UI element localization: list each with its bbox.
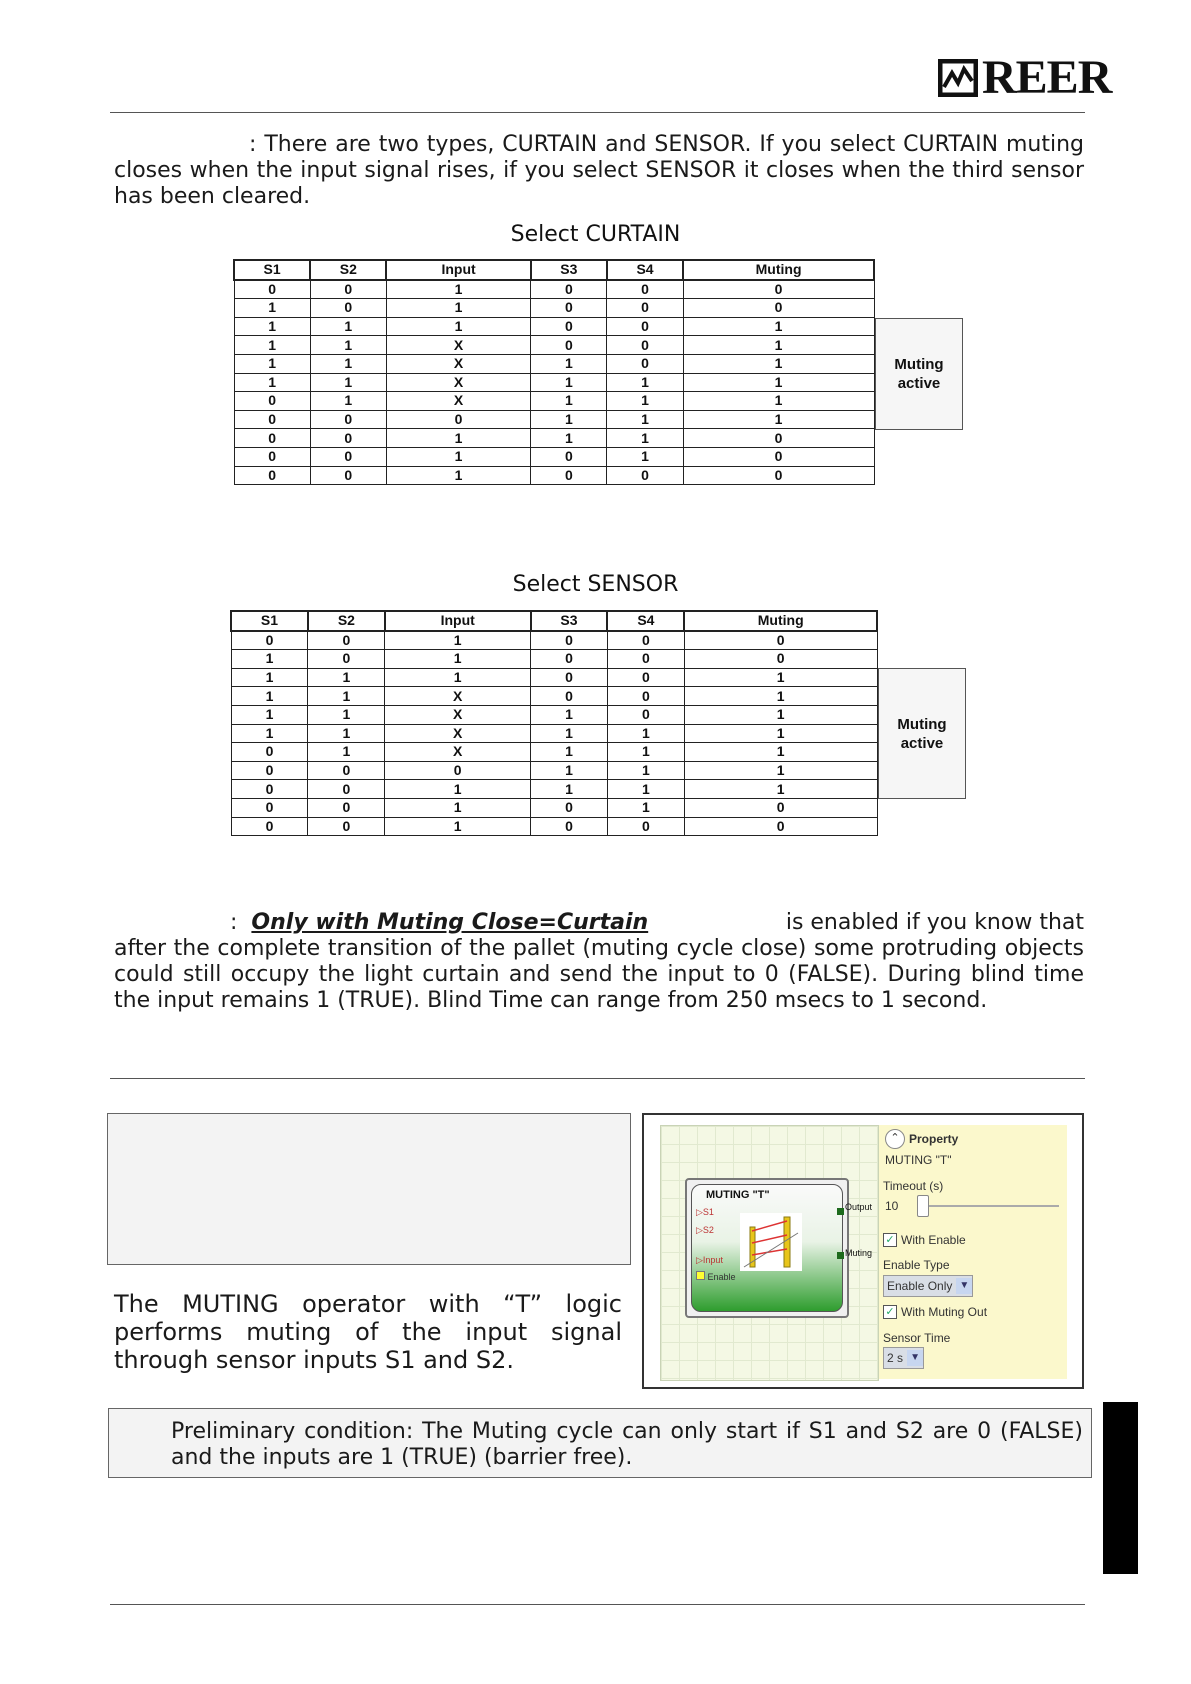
operator-description: The MUTING operator with “T” logic performs muting of the input signal through sensor inputs S1 and S2.	[114, 1290, 622, 1374]
table-cell: 1	[607, 373, 683, 392]
table-cell: 0	[531, 631, 608, 650]
table-cell: 1	[683, 317, 874, 336]
input-input[interactable]: ▷Input	[696, 1255, 723, 1265]
table-cell: 1	[308, 743, 385, 762]
table-row	[231, 724, 877, 743]
active-label: active	[897, 375, 941, 392]
table-cell: 0	[607, 631, 684, 650]
table-cell: 0	[607, 354, 683, 373]
table-cell: 0	[607, 280, 683, 299]
curtain-caption: Select CURTAIN	[510, 222, 681, 247]
output-pin[interactable]	[837, 1208, 844, 1215]
table-cell: 1	[531, 761, 608, 780]
table-cell: 0	[308, 650, 385, 669]
curtain-truth-table	[233, 259, 875, 485]
table-cell: 1	[531, 724, 608, 743]
footer-divider	[110, 1604, 1085, 1605]
table-cell: 0	[308, 780, 385, 799]
table-cell: 1	[231, 668, 308, 687]
sensor-truth-table	[230, 610, 878, 836]
chevron-down-icon: ▼	[907, 1350, 923, 1366]
table-row	[231, 817, 877, 836]
table-cell: 0	[231, 743, 308, 762]
table-row	[231, 798, 877, 817]
table-cell: 0	[531, 668, 608, 687]
table-cell: 0	[531, 798, 608, 817]
table-cell: 1	[308, 724, 385, 743]
table-cell: 0	[234, 392, 310, 411]
table-cell: 1	[231, 724, 308, 743]
input-s2[interactable]: ▷S2	[696, 1225, 714, 1235]
muting-label: Muting	[894, 356, 944, 373]
column-header: Input	[385, 611, 531, 631]
table-cell: 1	[683, 354, 874, 373]
table-cell: 0	[607, 687, 684, 706]
table-cell: 1	[310, 392, 386, 411]
table-cell: 1	[310, 336, 386, 355]
table-cell: 1	[607, 761, 684, 780]
table-cell: 1	[386, 317, 530, 336]
table-row	[234, 447, 874, 466]
table-cell: 1	[385, 817, 531, 836]
table-row	[234, 354, 874, 373]
table-cell: 1	[684, 724, 877, 743]
table-cell: 1	[531, 705, 608, 724]
with-enable-label: With Enable	[901, 1233, 966, 1247]
table-cell: 1	[684, 743, 877, 762]
table-cell: X	[385, 687, 531, 706]
table-cell: 1	[386, 299, 530, 318]
preliminary-condition-box	[108, 1408, 1092, 1478]
table-cell: 0	[231, 761, 308, 780]
table-cell: 0	[607, 317, 683, 336]
table-cell: 0	[310, 447, 386, 466]
table-row	[234, 429, 874, 448]
table-cell: 0	[310, 429, 386, 448]
table-cell: 0	[234, 447, 310, 466]
table-cell: 0	[310, 299, 386, 318]
table-cell: 0	[607, 817, 684, 836]
table-cell: 0	[683, 447, 874, 466]
table-cell: 0	[684, 817, 877, 836]
table-cell: 1	[234, 354, 310, 373]
timeout-slider-track[interactable]	[919, 1205, 1059, 1207]
light-curtain-icon	[740, 1213, 802, 1271]
table-cell: 1	[308, 668, 385, 687]
table-cell: 1	[310, 354, 386, 373]
table-cell: 1	[385, 798, 531, 817]
blind-time-paragraph	[114, 910, 1084, 1014]
table-cell: 0	[531, 447, 607, 466]
table-cell: 0	[308, 798, 385, 817]
timeout-label: Timeout (s)	[883, 1179, 944, 1193]
table-cell: 0	[531, 280, 607, 299]
table-cell: X	[386, 392, 530, 411]
table-cell: 1	[231, 705, 308, 724]
table-header-row	[231, 611, 877, 631]
property-panel	[879, 1125, 1067, 1379]
table-cell: 0	[607, 466, 683, 485]
column-header: S1	[231, 611, 308, 631]
table-cell: 0	[683, 466, 874, 485]
table-cell: 1	[310, 317, 386, 336]
table-cell: 0	[310, 466, 386, 485]
table-cell: 1	[531, 392, 607, 411]
table-cell: 0	[531, 317, 607, 336]
column-header: S1	[234, 260, 310, 280]
table-cell: 1	[684, 687, 877, 706]
muting-t-screenshot	[642, 1113, 1084, 1389]
table-cell: 0	[308, 817, 385, 836]
table-cell: 1	[684, 780, 877, 799]
table-cell: 0	[386, 410, 530, 429]
property-title: Property	[909, 1132, 959, 1146]
table-cell: 0	[385, 761, 531, 780]
design-canvas[interactable]	[660, 1125, 879, 1381]
table-cell: 1	[234, 336, 310, 355]
section-divider	[110, 1078, 1085, 1079]
table-cell: 1	[683, 392, 874, 411]
table-cell: 1	[683, 336, 874, 355]
table-cell: 1	[607, 447, 683, 466]
table-row	[234, 336, 874, 355]
table-row	[231, 761, 877, 780]
table-cell: 0	[607, 299, 683, 318]
table-row	[231, 687, 877, 706]
table-cell: 1	[607, 798, 684, 817]
table-cell: 1	[607, 429, 683, 448]
table-cell: 0	[231, 798, 308, 817]
column-header: S4	[607, 260, 683, 280]
table-row	[234, 299, 874, 318]
table-cell: 0	[684, 798, 877, 817]
table-cell: X	[386, 336, 530, 355]
sensor-time-select[interactable]	[883, 1347, 924, 1369]
reer-logo	[938, 51, 1112, 104]
table-cell: 1	[684, 761, 877, 780]
chapter-side-tab	[1103, 1402, 1138, 1574]
table-cell: 0	[684, 631, 877, 650]
block-title: MUTING "T"	[706, 1189, 770, 1201]
table-row	[234, 317, 874, 336]
table-row	[231, 668, 877, 687]
column-header: S3	[531, 260, 607, 280]
table-cell: 0	[234, 466, 310, 485]
sensor-caption: Select SENSOR	[512, 572, 679, 597]
table-cell: 0	[531, 650, 608, 669]
table-cell: 1	[683, 373, 874, 392]
table-row	[231, 650, 877, 669]
column-header: S2	[310, 260, 386, 280]
table-cell: 0	[684, 650, 877, 669]
table-cell: 1	[386, 280, 530, 299]
table-cell: 0	[683, 429, 874, 448]
title-box	[107, 1113, 631, 1265]
blind-time-line1-rest: is enabled if you know that	[785, 910, 1084, 935]
logo-mark-icon	[938, 59, 978, 97]
table-cell: 1	[231, 650, 308, 669]
table-cell: 1	[607, 780, 684, 799]
table-cell: 1	[385, 631, 531, 650]
column-header: Input	[386, 260, 530, 280]
table-cell: 0	[607, 668, 684, 687]
table-cell: 0	[308, 631, 385, 650]
table-cell: 0	[234, 280, 310, 299]
table-cell: 1	[310, 373, 386, 392]
table-cell: 0	[231, 817, 308, 836]
column-header: Muting	[684, 611, 877, 631]
timeout-value: 10	[885, 1199, 899, 1213]
enable-type-label: Enable Type	[883, 1258, 950, 1272]
output-label: Output	[845, 1202, 873, 1212]
table-cell: 0	[234, 429, 310, 448]
column-header: S2	[308, 611, 385, 631]
table-row	[234, 410, 874, 429]
block-body	[691, 1184, 843, 1312]
enable-type-value: Enable Only	[887, 1279, 953, 1293]
table-cell: 0	[531, 299, 607, 318]
table-row	[234, 280, 874, 299]
column-header: S3	[531, 611, 608, 631]
muting-output-label: Muting	[845, 1248, 873, 1258]
table-cell: 0	[310, 410, 386, 429]
table-cell: 1	[684, 668, 877, 687]
muting-label: Muting	[897, 715, 947, 733]
table-row	[234, 466, 874, 485]
table-cell: 0	[683, 299, 874, 318]
sensor-time-label: Sensor Time	[883, 1331, 951, 1345]
table-cell: 0	[531, 817, 608, 836]
table-cell: 1	[531, 373, 607, 392]
table-cell: 1	[531, 743, 608, 762]
table-row	[231, 780, 877, 799]
table-cell: 0	[683, 280, 874, 299]
table-cell: X	[385, 724, 531, 743]
muting-t-block[interactable]	[685, 1178, 849, 1318]
table-row	[231, 743, 877, 762]
table-row	[231, 705, 877, 724]
table-cell: 1	[607, 724, 684, 743]
table-cell: X	[386, 373, 530, 392]
curtain-only-link[interactable]: Only with Muting Close=Curtain	[251, 910, 649, 935]
table-cell: 1	[386, 466, 530, 485]
table-cell: 0	[310, 280, 386, 299]
table-cell: 1	[385, 650, 531, 669]
table-row	[231, 631, 877, 650]
table-cell: 0	[531, 687, 608, 706]
table-cell: 1	[683, 410, 874, 429]
column-header: Muting	[683, 260, 874, 280]
logo-text: REER	[982, 51, 1112, 104]
table-cell: 0	[308, 761, 385, 780]
input-s1[interactable]: ▷S1	[696, 1207, 714, 1217]
table-cell: 1	[308, 705, 385, 724]
table-cell: 1	[531, 429, 607, 448]
table-cell: 0	[234, 410, 310, 429]
blind-time-colon: :	[230, 910, 238, 935]
timeout-slider-handle[interactable]	[917, 1195, 929, 1217]
sensor-muting-active-box	[878, 668, 966, 799]
table-cell: 1	[607, 410, 683, 429]
with-muting-out-checkbox[interactable]: ✓	[883, 1305, 897, 1319]
muting-close-paragraph: : There are two types, CURTAIN and SENSOR. If you select CURTAIN muting closes when the input signal rises, if you select SENSOR it closes when the third sensor has been cleared.	[114, 132, 1084, 209]
table-cell: 1	[234, 299, 310, 318]
table-row	[234, 392, 874, 411]
enable-type-select[interactable]	[883, 1275, 973, 1297]
table-cell: X	[386, 354, 530, 373]
table-row	[234, 373, 874, 392]
chevron-down-icon: ▼	[956, 1278, 972, 1294]
table-cell: X	[385, 705, 531, 724]
input-enable[interactable]: Enable	[696, 1271, 736, 1282]
table-cell: 1	[531, 410, 607, 429]
table-cell: X	[385, 743, 531, 762]
table-cell: 1	[385, 780, 531, 799]
table-cell: 0	[231, 631, 308, 650]
muting-pin[interactable]	[837, 1252, 844, 1259]
table-cell: 0	[531, 336, 607, 355]
table-cell: 0	[607, 705, 684, 724]
table-header-row	[234, 260, 874, 280]
header-divider	[110, 112, 1085, 113]
blind-time-body: after the complete transition of the pallet (muting cycle close) some protruding objects could still occupy the light curtain and send the input to 0 (FALSE). During blind time the input remains 1 (TRUE). Blind Time can range from 250 msecs to 1 second.	[114, 936, 1084, 1013]
table-cell: 0	[531, 466, 607, 485]
table-cell: 1	[234, 317, 310, 336]
table-cell: 0	[231, 780, 308, 799]
with-muting-out-label: With Muting Out	[901, 1305, 988, 1319]
table-cell: 1	[607, 743, 684, 762]
table-cell: 1	[231, 687, 308, 706]
with-enable-checkbox[interactable]: ✓	[883, 1233, 897, 1247]
preliminary-condition-text: Preliminary condition: The Muting cycle can only start if S1 and S2 are 0 (FALSE) and the inputs are 1 (TRUE) (barrier free).	[171, 1419, 1083, 1470]
sensor-time-value: 2 s	[887, 1351, 904, 1365]
table-cell: 1	[607, 392, 683, 411]
table-cell: 1	[684, 705, 877, 724]
table-cell: 1	[386, 429, 530, 448]
curtain-muting-active-box	[875, 318, 963, 430]
table-cell: 1	[386, 447, 530, 466]
collapse-icon[interactable]: ⌃	[885, 1129, 905, 1149]
table-cell: 1	[531, 780, 608, 799]
property-name: MUTING "T"	[885, 1153, 952, 1167]
table-cell: 1	[234, 373, 310, 392]
table-cell: 0	[607, 336, 683, 355]
column-header: S4	[607, 611, 684, 631]
table-cell: 1	[531, 354, 607, 373]
table-cell: 1	[385, 668, 531, 687]
table-cell: 0	[607, 650, 684, 669]
active-label: active	[900, 734, 944, 752]
table-cell: 1	[308, 687, 385, 706]
